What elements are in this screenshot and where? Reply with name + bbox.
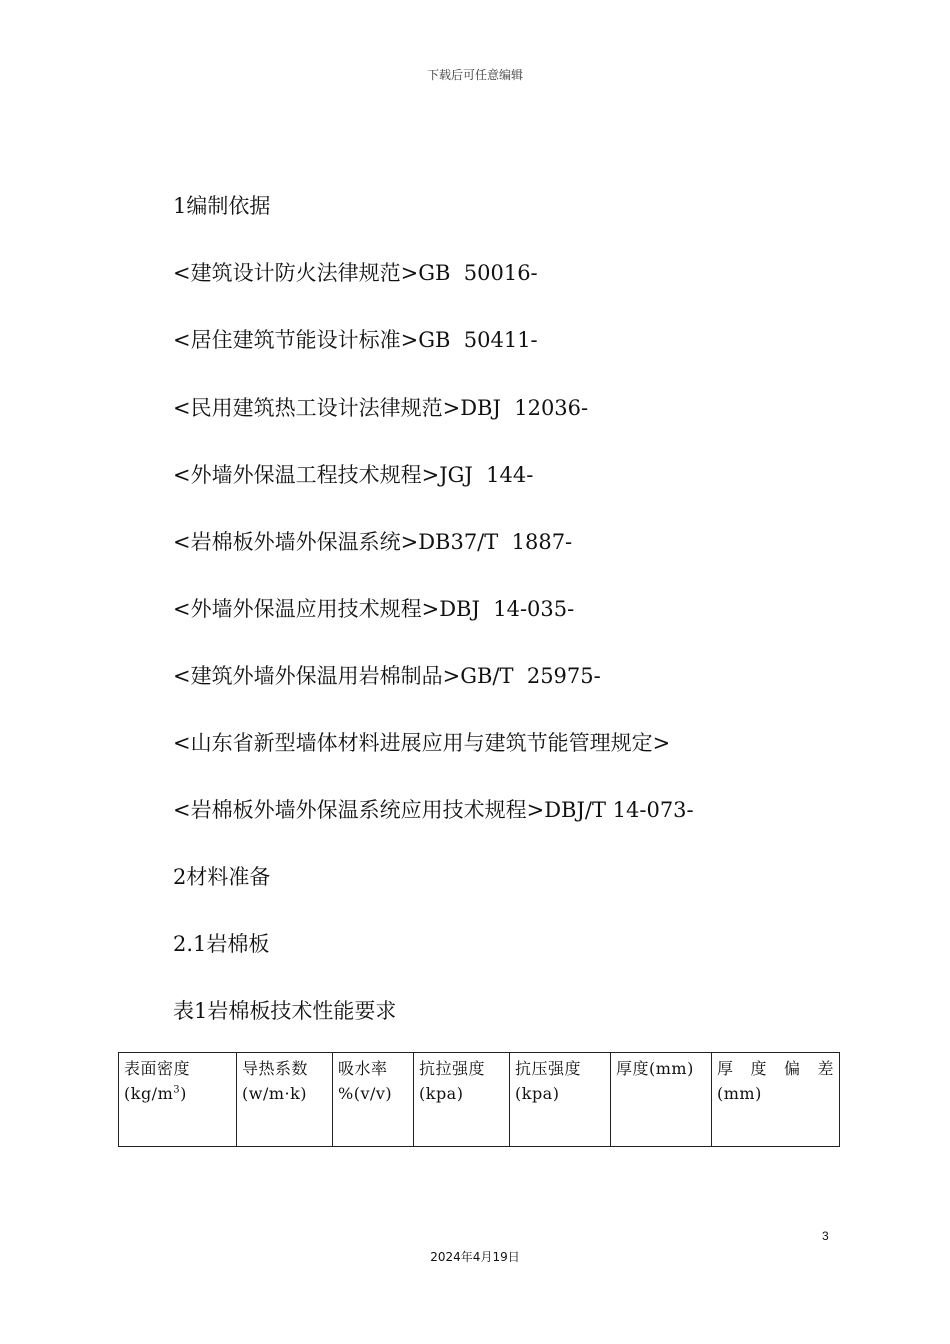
table-caption: 表1岩棉板技术性能要求 — [173, 999, 397, 1023]
table-header-cell: 厚度(mm) — [611, 1053, 712, 1147]
reference-line: <外墙外保温应用技术规程>DBJ 14-035- — [173, 597, 575, 621]
reference-line: <建筑外墙外保温用岩棉制品>GB/T 25975- — [173, 664, 601, 688]
page-footer-date: 2024年4月19日 — [430, 1250, 520, 1264]
table-header-cell: 表面密度 $(kg/m^3)$ — [119, 1053, 237, 1147]
reference-line: <岩棉板外墙外保温系统>DB37/T 1887- — [173, 530, 573, 554]
reference-line: <建筑设计防火法律规范>GB 50016- — [173, 261, 538, 285]
table-header-cell: 抗压强度 (kpa) — [510, 1053, 611, 1147]
reference-line: <居住建筑节能设计标准>GB 50411- — [173, 328, 538, 352]
spec-table — [118, 1052, 840, 1147]
reference-line: <山东省新型墙体材料进展应用与建筑节能管理规定> — [173, 731, 671, 755]
table-header-cell: 厚度偏差 (mm) — [712, 1053, 840, 1147]
table-row — [119, 1053, 840, 1147]
section-heading-materials: 2材料准备 — [173, 865, 271, 889]
subsection-heading: 2.1岩棉板 — [173, 932, 270, 956]
table-header-cell: 导热系数 (w/m·k) — [237, 1053, 333, 1147]
page-number: 3 — [822, 1229, 829, 1243]
reference-line: <岩棉板外墙外保温系统应用技术规程>DBJ/T 14-073- — [173, 798, 694, 822]
page-header: 下载后可任意编辑 — [426, 68, 523, 82]
table-header-cell: 吸水率 %(v/v) — [333, 1053, 414, 1147]
reference-line: <外墙外保温工程技术规程>JGJ 144- — [173, 463, 534, 487]
section-heading-basis: 1编制依据 — [173, 194, 271, 218]
reference-line: <民用建筑热工设计法律规范>DBJ 12036- — [173, 396, 589, 420]
table-header-cell: 抗拉强度 (kpa) — [414, 1053, 510, 1147]
